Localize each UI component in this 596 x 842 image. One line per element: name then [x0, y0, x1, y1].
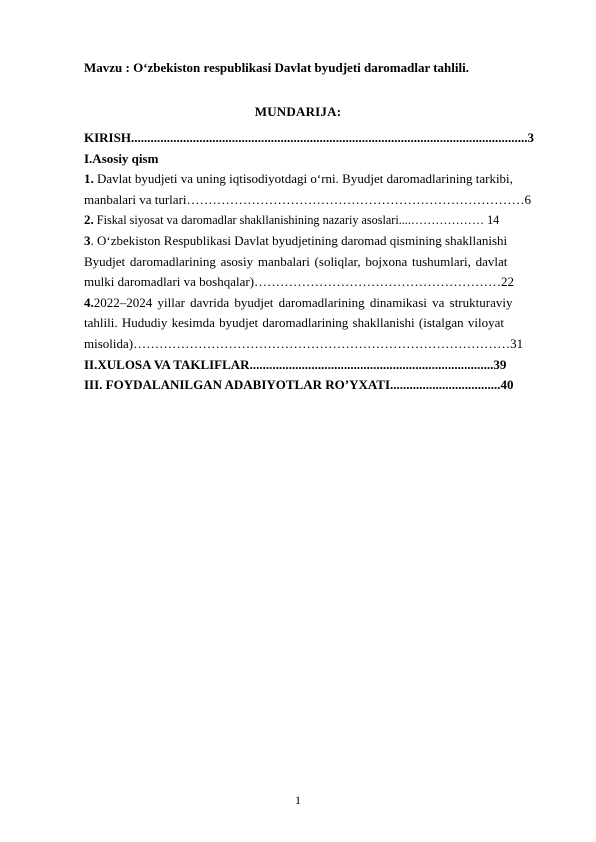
toc-item2-number: 2.	[84, 212, 94, 228]
toc-entry-item2	[84, 210, 556, 231]
toc-entry-part1: I.Asosiy qism	[84, 150, 159, 166]
toc-item4-line1: 2022–2024 yillar davrida byudjet daromadlarining dinamikasi va strukturaviy	[93, 294, 513, 310]
toc-entry-item1-cont: manbalari va turlari……………………………………………………………………6	[84, 191, 532, 207]
page-number: 1	[295, 793, 301, 807]
toc-entry-item3	[84, 231, 556, 252]
toc-entry-intro: KIRISH..........................................................................................................................3	[84, 130, 534, 145]
toc-entry-item4-cont1: tahlili. Hududiy kesimda byudjet daromadlarining shakllanishi (istalgan viloyat	[84, 315, 505, 331]
toc-item1-number: 1.	[84, 171, 94, 187]
toc-entry-part2: II.XULOSA VA TAKLIFLAR...........................................................................39	[84, 356, 507, 372]
toc-entry-item4	[84, 293, 556, 314]
toc-entry-item3-cont2: mulki daromadlari va boshqalar)…………………………………………………22	[84, 274, 515, 290]
toc-item4-number: 4.	[84, 294, 94, 310]
toc-item1-line1: Davlat byudjeti va uning iqtisodiyotdagi o‘rni. Byudjet daromadlarining tarkibi,	[93, 171, 513, 187]
table-of-contents	[84, 128, 556, 396]
toc-entry-part3: III. FOYDALANILGAN ADABIYOTLAR RO’YXATI..................................40	[84, 377, 514, 393]
document-topic: Mavzu : O‘zbekiston respublikasi Davlat byudjeti daromadlar tahlili.	[84, 60, 469, 75]
toc-entry-item4-cont2: misolida)……………………………………………………………………………31	[84, 335, 524, 351]
toc-item3-number: 3	[84, 232, 91, 248]
toc-entry-item1	[84, 169, 556, 190]
toc-entry-item3-cont1: Byudjet daromadlarining asosiy manbalari (soliqlar, bojxona tushumlari, davlat	[84, 253, 508, 269]
toc-heading: MUNDARIJA:	[254, 104, 342, 119]
toc-item2-text: Fiskal siyosat va daromadlar shakllanishining nazariy asoslari....……………… 14	[93, 213, 500, 228]
toc-item3-line1: . O‘zbekiston Respublikasi Davlat byudjetining daromad qismining shakllanishi	[90, 232, 508, 248]
